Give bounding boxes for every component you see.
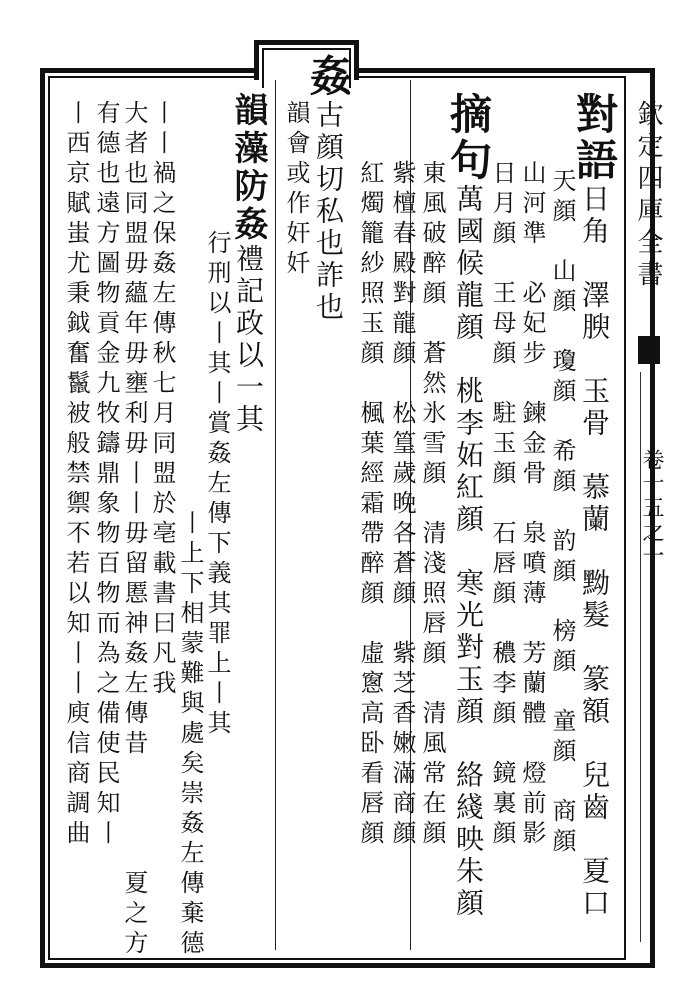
text-column: 山河準 必妃步 鍊金骨 泉噴薄 芳蘭體 燈前影 (518, 160, 546, 850)
text-column: 丨西京賦蚩尤秉鉞奮鬣被般禁禦不若以知丨丨庾信商調曲 (62, 100, 90, 850)
section-heading: 對語 (570, 92, 619, 184)
section-heading: 摘句 (444, 92, 493, 184)
text-column: 對語日角 澤腴 玉骨 慕蘭 黝髮 篆額 兒齒 夏口 (570, 92, 619, 920)
text-column: 韻會或作奸奷 (282, 100, 310, 280)
text-column: 夏之方 (120, 870, 148, 960)
text-column: 丨上下相蒙難與處矣崇姦左傳 (176, 510, 204, 900)
entry-heading: 韻藻防姦 (228, 92, 268, 244)
entry-heading: 姦 (304, 54, 353, 100)
text-column: 摘句萬國候龍顔 桃李妬紅顔 寒光對玉顔 絡綫映朱顔 (444, 92, 493, 920)
section-rule (275, 80, 276, 950)
book-title: 欽定四庫全書 (633, 100, 663, 292)
text-column: 紫檀春殿對龍顔 松篁歲晚各蒼顔 紫芝香嫩滿商顔 (388, 160, 416, 850)
text-column: 丨丨禍之保姦左傳秋七月同盟於亳載書曰凡我 (148, 100, 176, 700)
text-column: 韻藻防姦禮記政以一其 (228, 92, 268, 436)
text-column: 天顔 山顔 瓊顔 希顔 䪨顔 榜顔 童顔 商顔 (548, 168, 576, 858)
text-column: 大者也同盟毋蘊年毋壅利毋丨丨毋留慝神姦左傳昔 (120, 100, 148, 760)
text-column: 行刑以丨其丨賞姦左傳下義其罪上丨其 (203, 230, 231, 740)
fish-tail-marker (638, 336, 660, 364)
text-column: 姦古顔切私也詐也 (304, 54, 353, 324)
text-column: 紅燭籠紗照玉顔 楓葉經霜帶醉顔 虛窻高卧看唇顔 (356, 160, 384, 850)
volume-label: 卷十五之一 (639, 448, 664, 568)
text-column: 東風破醉顔 蒼然氷雪顔 清淺照唇顔 清風常在顔 (418, 160, 446, 850)
text-column: 日月顔 王母顔 駐玉顔 石唇顔 穠李顔 鏡裏顔 (488, 160, 516, 850)
text-column: 棄德 (176, 900, 204, 960)
text-column: 有德也遠方圖物貢金九牧鑄鼎象物百物而為之備使民知丨 (92, 100, 120, 850)
